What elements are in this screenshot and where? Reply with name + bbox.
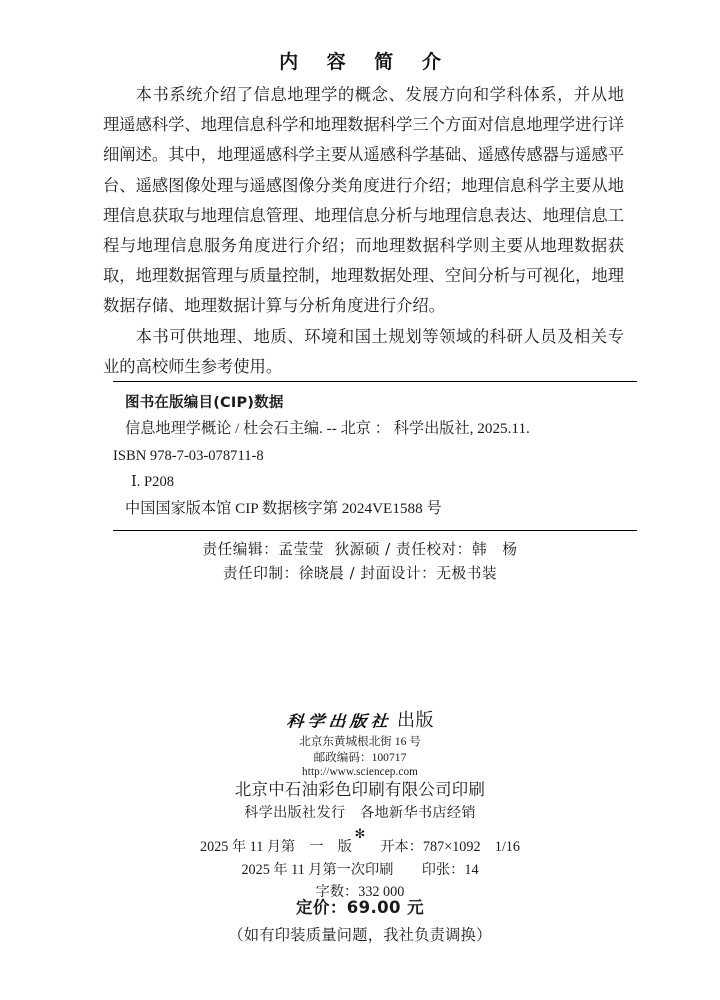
wordcount-line: 字数：332 000 <box>315 884 405 900</box>
credits-editors: 责任编辑：孟莹莹 狄源硕 / 责任校对：韩 杨 <box>202 541 518 558</box>
edition-line: 2025 年 11 月第 一 版 开本：787×1092 1/16 <box>200 839 520 855</box>
cip-isbn: ISBN 978-7-03-078711-8 <box>113 447 264 464</box>
publisher-logo-suffix: 出版 <box>397 710 434 731</box>
cip-entry: 信息地理学概论 / 杜会石主编. -- 北京 ： 科学出版社, 2025.11. <box>125 420 530 437</box>
cip-classification: Ⅰ. P208 <box>131 474 175 490</box>
impression-line: 2025 年 11 月第一次印刷 印张：14 <box>241 861 479 878</box>
abstract-body <box>103 80 624 382</box>
page-title: 内 容 简 介 <box>279 51 452 73</box>
printing-info <box>0 778 720 843</box>
price-label: 定价：69.00 元 <box>296 898 424 917</box>
credits-production: 责任印制：徐晓晨 / 封面设计：无极书装 <box>222 565 498 582</box>
publisher-address: 北京东黄城根北街 16 号 <box>299 735 421 748</box>
publisher-postcode: 邮政编码：100717 <box>313 750 407 764</box>
cip-archive-number: 中国国家版本馆 CIP 数据核字第 2024VE1588 号 <box>125 499 442 517</box>
publisher-website[interactable]: http://www.sciencep.com <box>302 766 418 778</box>
edition-specs <box>0 836 720 904</box>
asterisk-separator-icon: ✻ <box>354 826 366 841</box>
publisher-seal-logo: 科学出版社 <box>285 712 392 731</box>
staff-credits <box>0 538 720 586</box>
cip-block-title: 图书在版编目(CIP)数据 <box>125 395 284 411</box>
publisher-logo <box>0 712 720 730</box>
abstract-paragraph-2: 本书可供地理、地质、环境和国土规划等领域的科研人员及相关专业的高校师生参考使用。 <box>103 326 624 376</box>
abstract-paragraph-1: 本书系统介绍了信息地理学的概念、发展方向和学科体系，并从地理遥感科学、地理信息科学和地理数据科学三个方面对信息地理学进行详细阐述。其中，地理遥感科学主要从遥感科学基础、遥感传感器与遥感平台、遥感图像处理与遥感图像分类角度进行介绍；地理信息科学主要从地理信息获取与地理信息管理、地理信息分析与地理信息表达、地理信息工程与地理信息服务角度进行介绍；而地理数据科学则主要从地理数据获取，地理数据管理与质量控制，地理数据处理、空间分析与可视化，地理数据存储、地理数据计算与分析角度进行介绍。 <box>103 85 625 316</box>
exchange-notice: （如有印装质量问题，我社负责调换） <box>228 927 492 944</box>
printer-name: 北京中石油彩色印刷有限公司印刷 <box>234 780 486 799</box>
publisher-imprint <box>0 712 720 781</box>
distribution-info: 科学出版社发行 各地新华书店经销 <box>244 805 476 821</box>
cip-block <box>113 381 637 531</box>
